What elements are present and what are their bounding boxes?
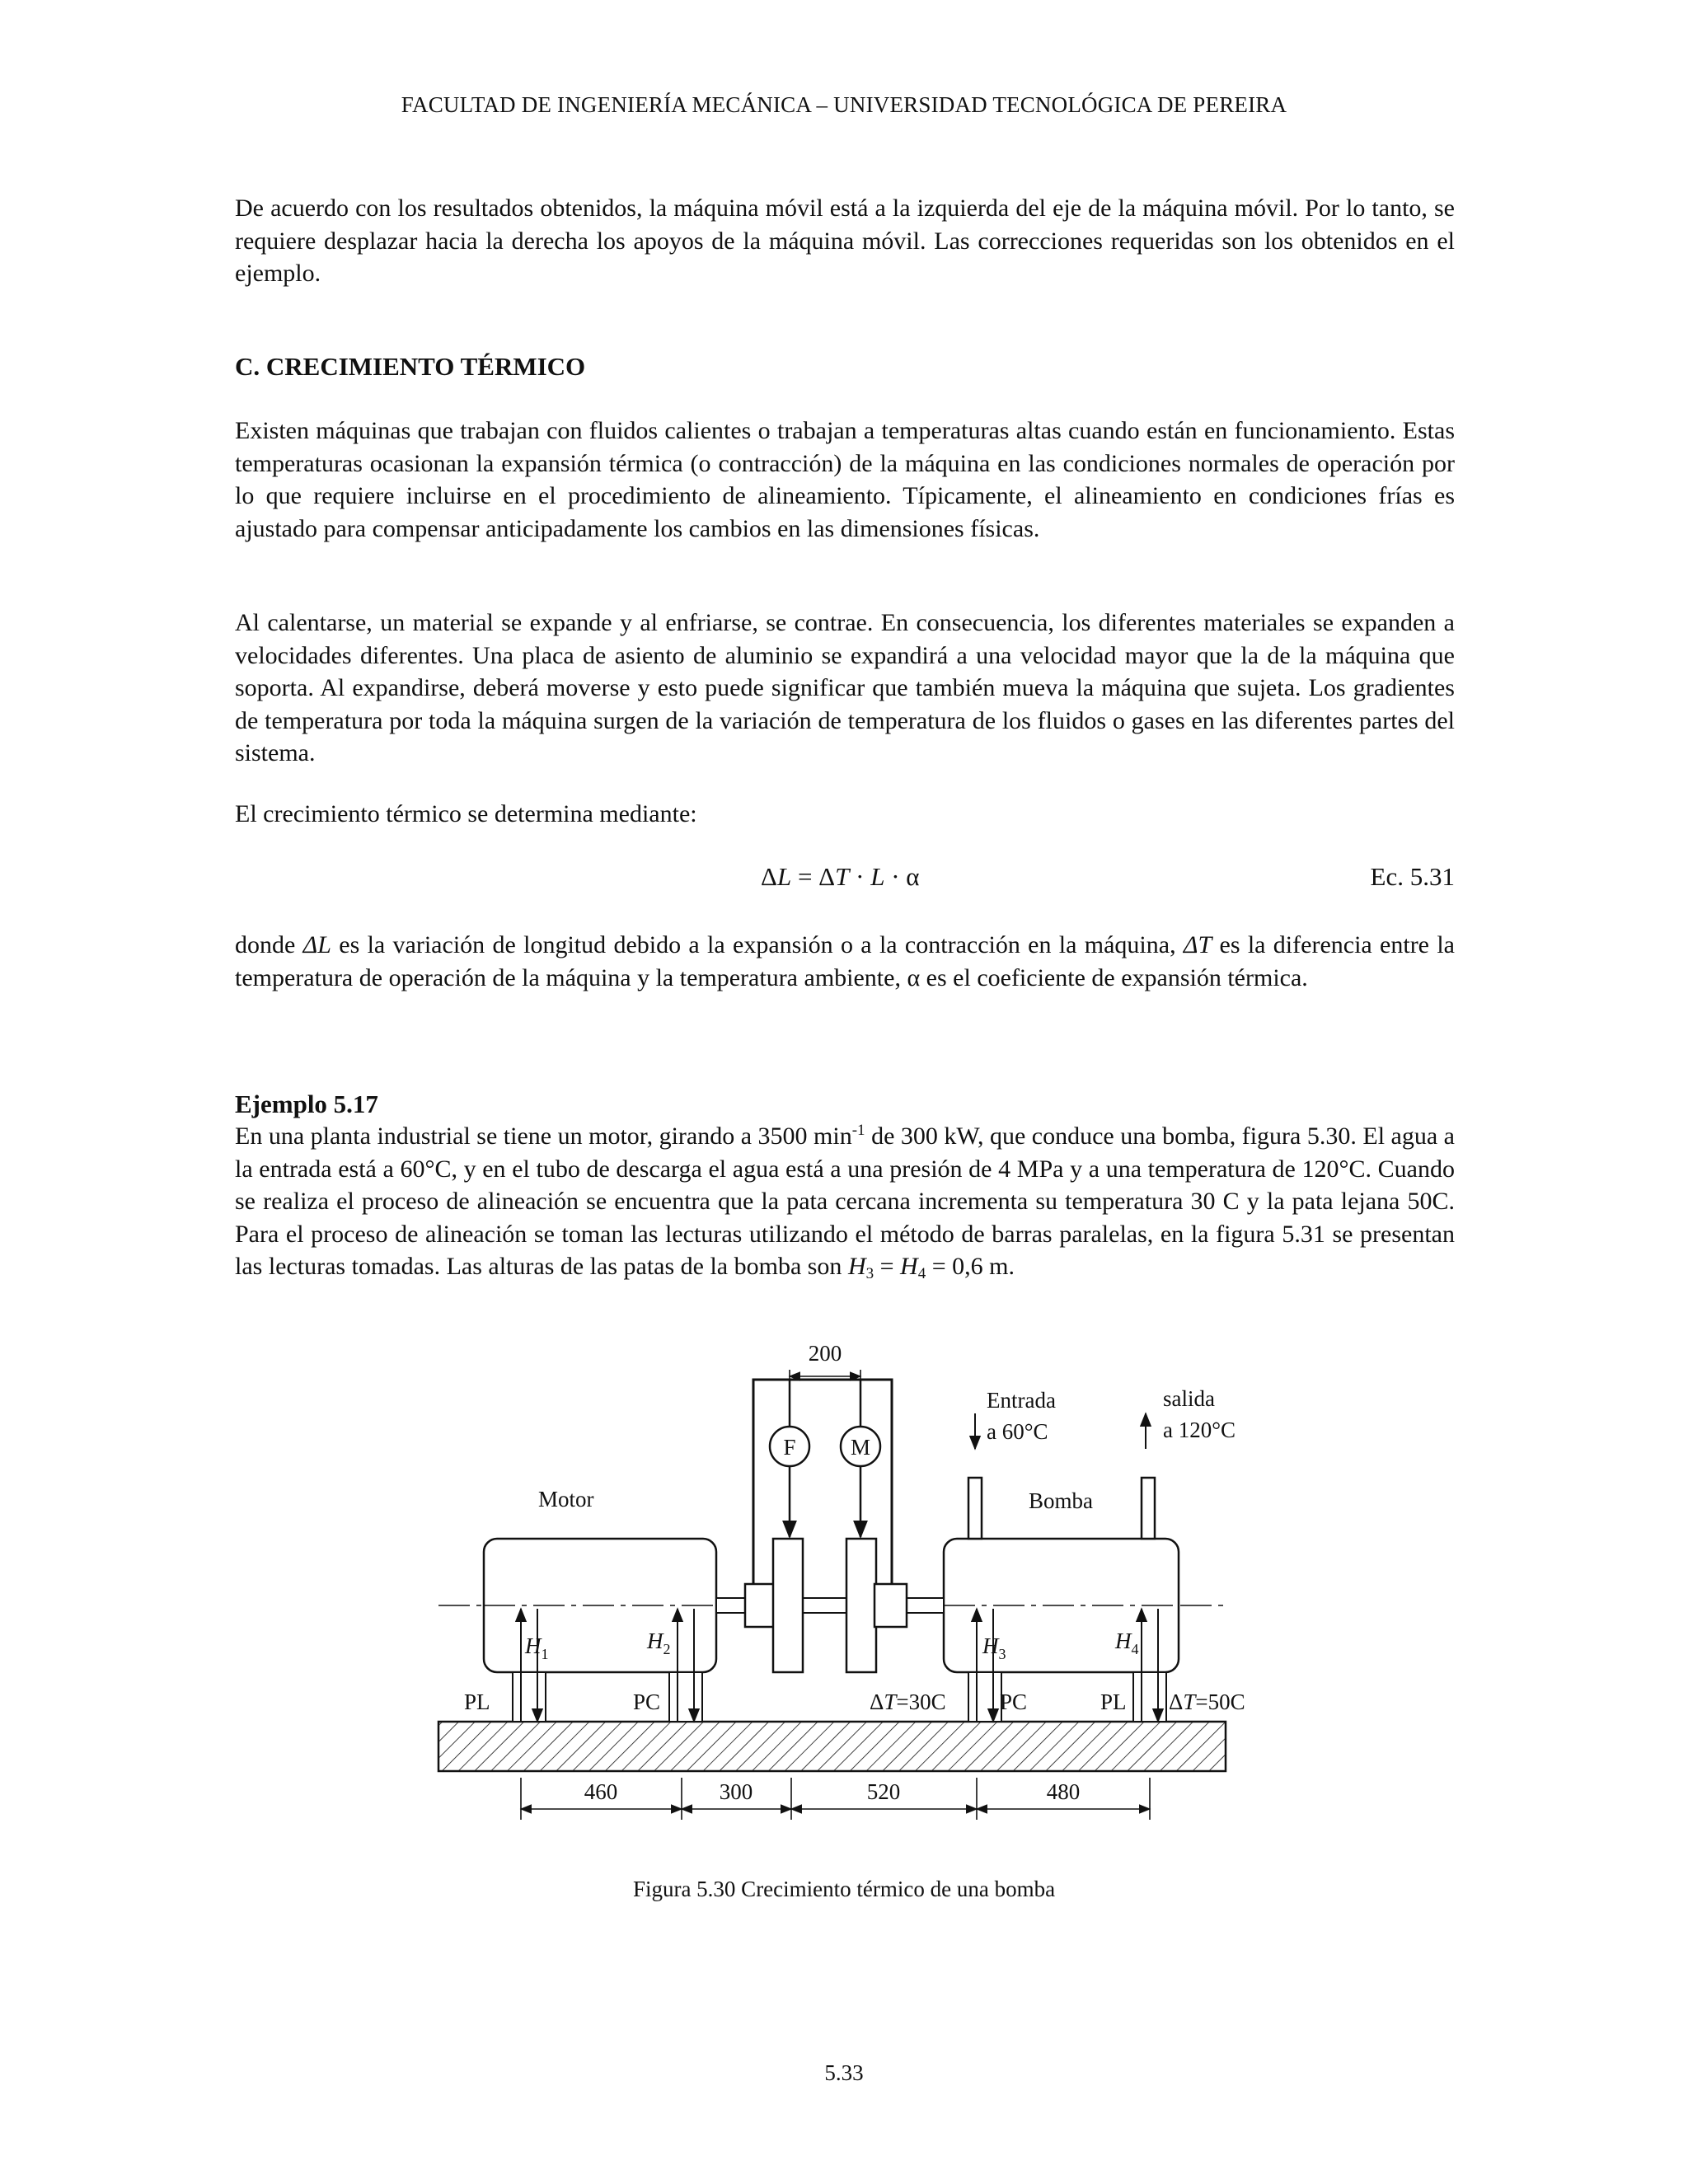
figure-caption: Figura 5.30 Crecimiento térmico de una bomba — [632, 1877, 1056, 1901]
delta-t-30-label: ΔT=30C — [870, 1690, 946, 1714]
dim-300-label: 300 — [719, 1779, 753, 1804]
dim-460-label: 460 — [584, 1779, 618, 1804]
paragraph-expansion: Al calentarse, un material se expande y al enfriarse, se contrae. En consecuencia, los diferentes materiales se expanden a velocidades diferentes. Una placa de asiento de aluminio se expandirá a una velocidad mayor que la de la máquina que soporta. Al expandirse, deberá moverse y esto puede significar que también mueva la máquina que sujeta. Los gradientes de temperatura por toda la máquina surgen de la variación de temperatura de los fluidos o gases en las diferentes partes del sistema. — [235, 609, 1455, 766]
figure-thermal-growth — [429, 1343, 1253, 1821]
page-header: FACULTAD DE INGENIERÍA MECÁNICA – UNIVERSIDAD TECNOLÓGICA DE PEREIRA — [401, 92, 1287, 117]
section-heading: C. CRECIMIENTO TÉRMICO — [235, 352, 586, 381]
motor-label: Motor — [538, 1487, 594, 1511]
outlet-label-1: salida — [1163, 1386, 1215, 1411]
inlet-label-1: Entrada — [987, 1388, 1056, 1413]
motor-leg-far — [513, 1672, 546, 1722]
outlet-pipe — [1142, 1478, 1155, 1539]
foundation-base — [438, 1722, 1226, 1771]
gauge-f-label: F — [783, 1435, 796, 1460]
inlet-pipe — [968, 1478, 982, 1539]
h1-label: $H_1$ — [525, 1633, 549, 1662]
paragraph-determination: El crecimiento térmico se determina mediante: — [235, 800, 697, 827]
coupling-disc-right — [846, 1539, 876, 1672]
pump-leg-near — [968, 1672, 1001, 1722]
h4-label: $H_4$ — [1115, 1629, 1139, 1657]
equation-number: Ec. 5.31 — [1370, 862, 1455, 891]
dim-520-label: 520 — [866, 1779, 901, 1804]
pc-left-label: PC — [633, 1690, 661, 1714]
paragraph-variable-definitions: donde ΔL es la variación de longitud debido a la expansión o a la contracción en la máquina, ΔT es la diferencia entre la temperatura de operación de la máquina y la temperatura ambiente, α es el coeficiente de expansión térmica. — [235, 931, 1455, 991]
page-number: 5.33 — [824, 2060, 864, 2085]
coupling-disc-left — [773, 1539, 803, 1672]
h3-label: $H_3$ — [982, 1633, 1006, 1662]
pl-left-label: PL — [464, 1690, 490, 1714]
pump-leg-far — [1133, 1672, 1166, 1722]
pl-right-label: PL — [1100, 1690, 1127, 1714]
example-title: Ejemplo 5.17 — [235, 1090, 378, 1118]
dim-480-label: 480 — [1046, 1779, 1081, 1804]
pc-right-label: PC — [1000, 1690, 1028, 1714]
pump-motor-diagram — [429, 1343, 1253, 1821]
pump-label: Bomba — [1029, 1488, 1093, 1513]
motor-leg-near — [669, 1672, 702, 1722]
h2-label: $H_2$ — [647, 1629, 671, 1657]
example-statement: En una planta industrial se tiene un motor, girando a 3500 $\min^{-1}$ de 300 kW, que conduce una bomba, figura 5.30. El agua a la entrada está a 60°C, y en el tubo de descarga el agua está a una presión de 4 MPa y a una temperatura de 120°C. Cuando se realiza el proceso de alineación se encuentra que la pata cercana incrementa su temperatura 30 C y la pata lejana 50C. Para el proceso de alineación se toman las lecturas utilizando el método de barras paralelas, en la figura 5.31 se presentan las lecturas tomadas. Las alturas de las patas de la bomba son $H_3 = H_4 = 0,6$ m. — [235, 1122, 1456, 1282]
equation-expression: ΔL = ΔT · L · α — [761, 862, 920, 891]
dim-200-label: 200 — [808, 1343, 842, 1366]
inlet-label-2: a 60°C — [987, 1419, 1048, 1444]
equation-5-31 — [235, 862, 1455, 895]
delta-t-50-label: ΔT=50C — [1169, 1690, 1245, 1714]
paragraph-thermal-intro: Existen máquinas que trabajan con fluidos calientes o trabajan a temperaturas altas cuando están en funcionamiento. Estas temperaturas ocasionan la expansión térmica (o contracción) de la máquina en las condiciones normales de operación por lo que requiere incluirse en el procedimiento de alineamiento. Típicamente, el alineamiento en condiciones frías es ajustado para compensar anticipadamente los cambios en las dimensiones físicas. — [235, 417, 1455, 542]
intro-paragraph: De acuerdo con los resultados obtenidos, la máquina móvil está a la izquierda del eje de la máquina móvil. Por lo tanto, se requiere desplazar hacia la derecha los apoyos de la máquina móvil. Las correcciones requeridas son los obtenidos en el ejemplo. — [235, 194, 1455, 287]
outlet-label-2: a 120°C — [1163, 1418, 1236, 1442]
gauge-m-label: M — [850, 1435, 871, 1460]
